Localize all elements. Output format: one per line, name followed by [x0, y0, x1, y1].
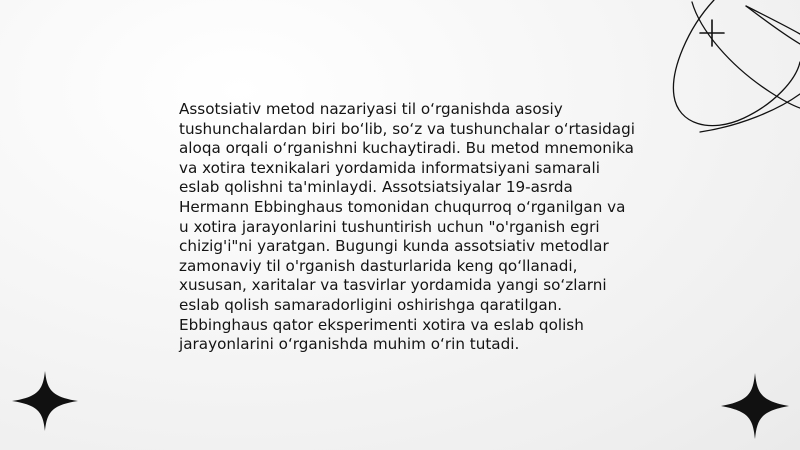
- four-point-star-icon: [12, 371, 78, 431]
- body-paragraph: Assotsiativ metod nazariyasi til o‘rganishda asosiy tushunchalardan biri bo‘lib, so‘z va tushunchalar o‘rtasidagi aloqa orqali o‘rganishni kuchaytiradi. Bu metod mnemonika va xotira texnikalari yordamida informatsiyani samarali eslab qolishni ta'minlaydi. Assotsiatsiyalar 19-asrda Hermann Ebbinghaus tomonidan chuqurroq o‘rganilgan va u xotira jarayonlarini tushuntirish uchun "o'rganish egri chizig'i"ni yaratgan. Bugungi kunda assotsiativ metodlar zamonaviy til o'rganish dasturlarida keng qo‘llanadi, xususan, xaritalar va tasvirlar yordamida yangi so‘zlarni eslab qolish samaradorligini oshirishga qaratilgan. Ebbinghaus qator eksperimenti xotira va eslab qolish jarayonlarini o‘rganishda muhim o‘rin tutadi.: [179, 100, 635, 354]
- four-point-star-icon: [721, 373, 789, 439]
- orbit-lines-with-sparkle-icon: [670, 0, 800, 140]
